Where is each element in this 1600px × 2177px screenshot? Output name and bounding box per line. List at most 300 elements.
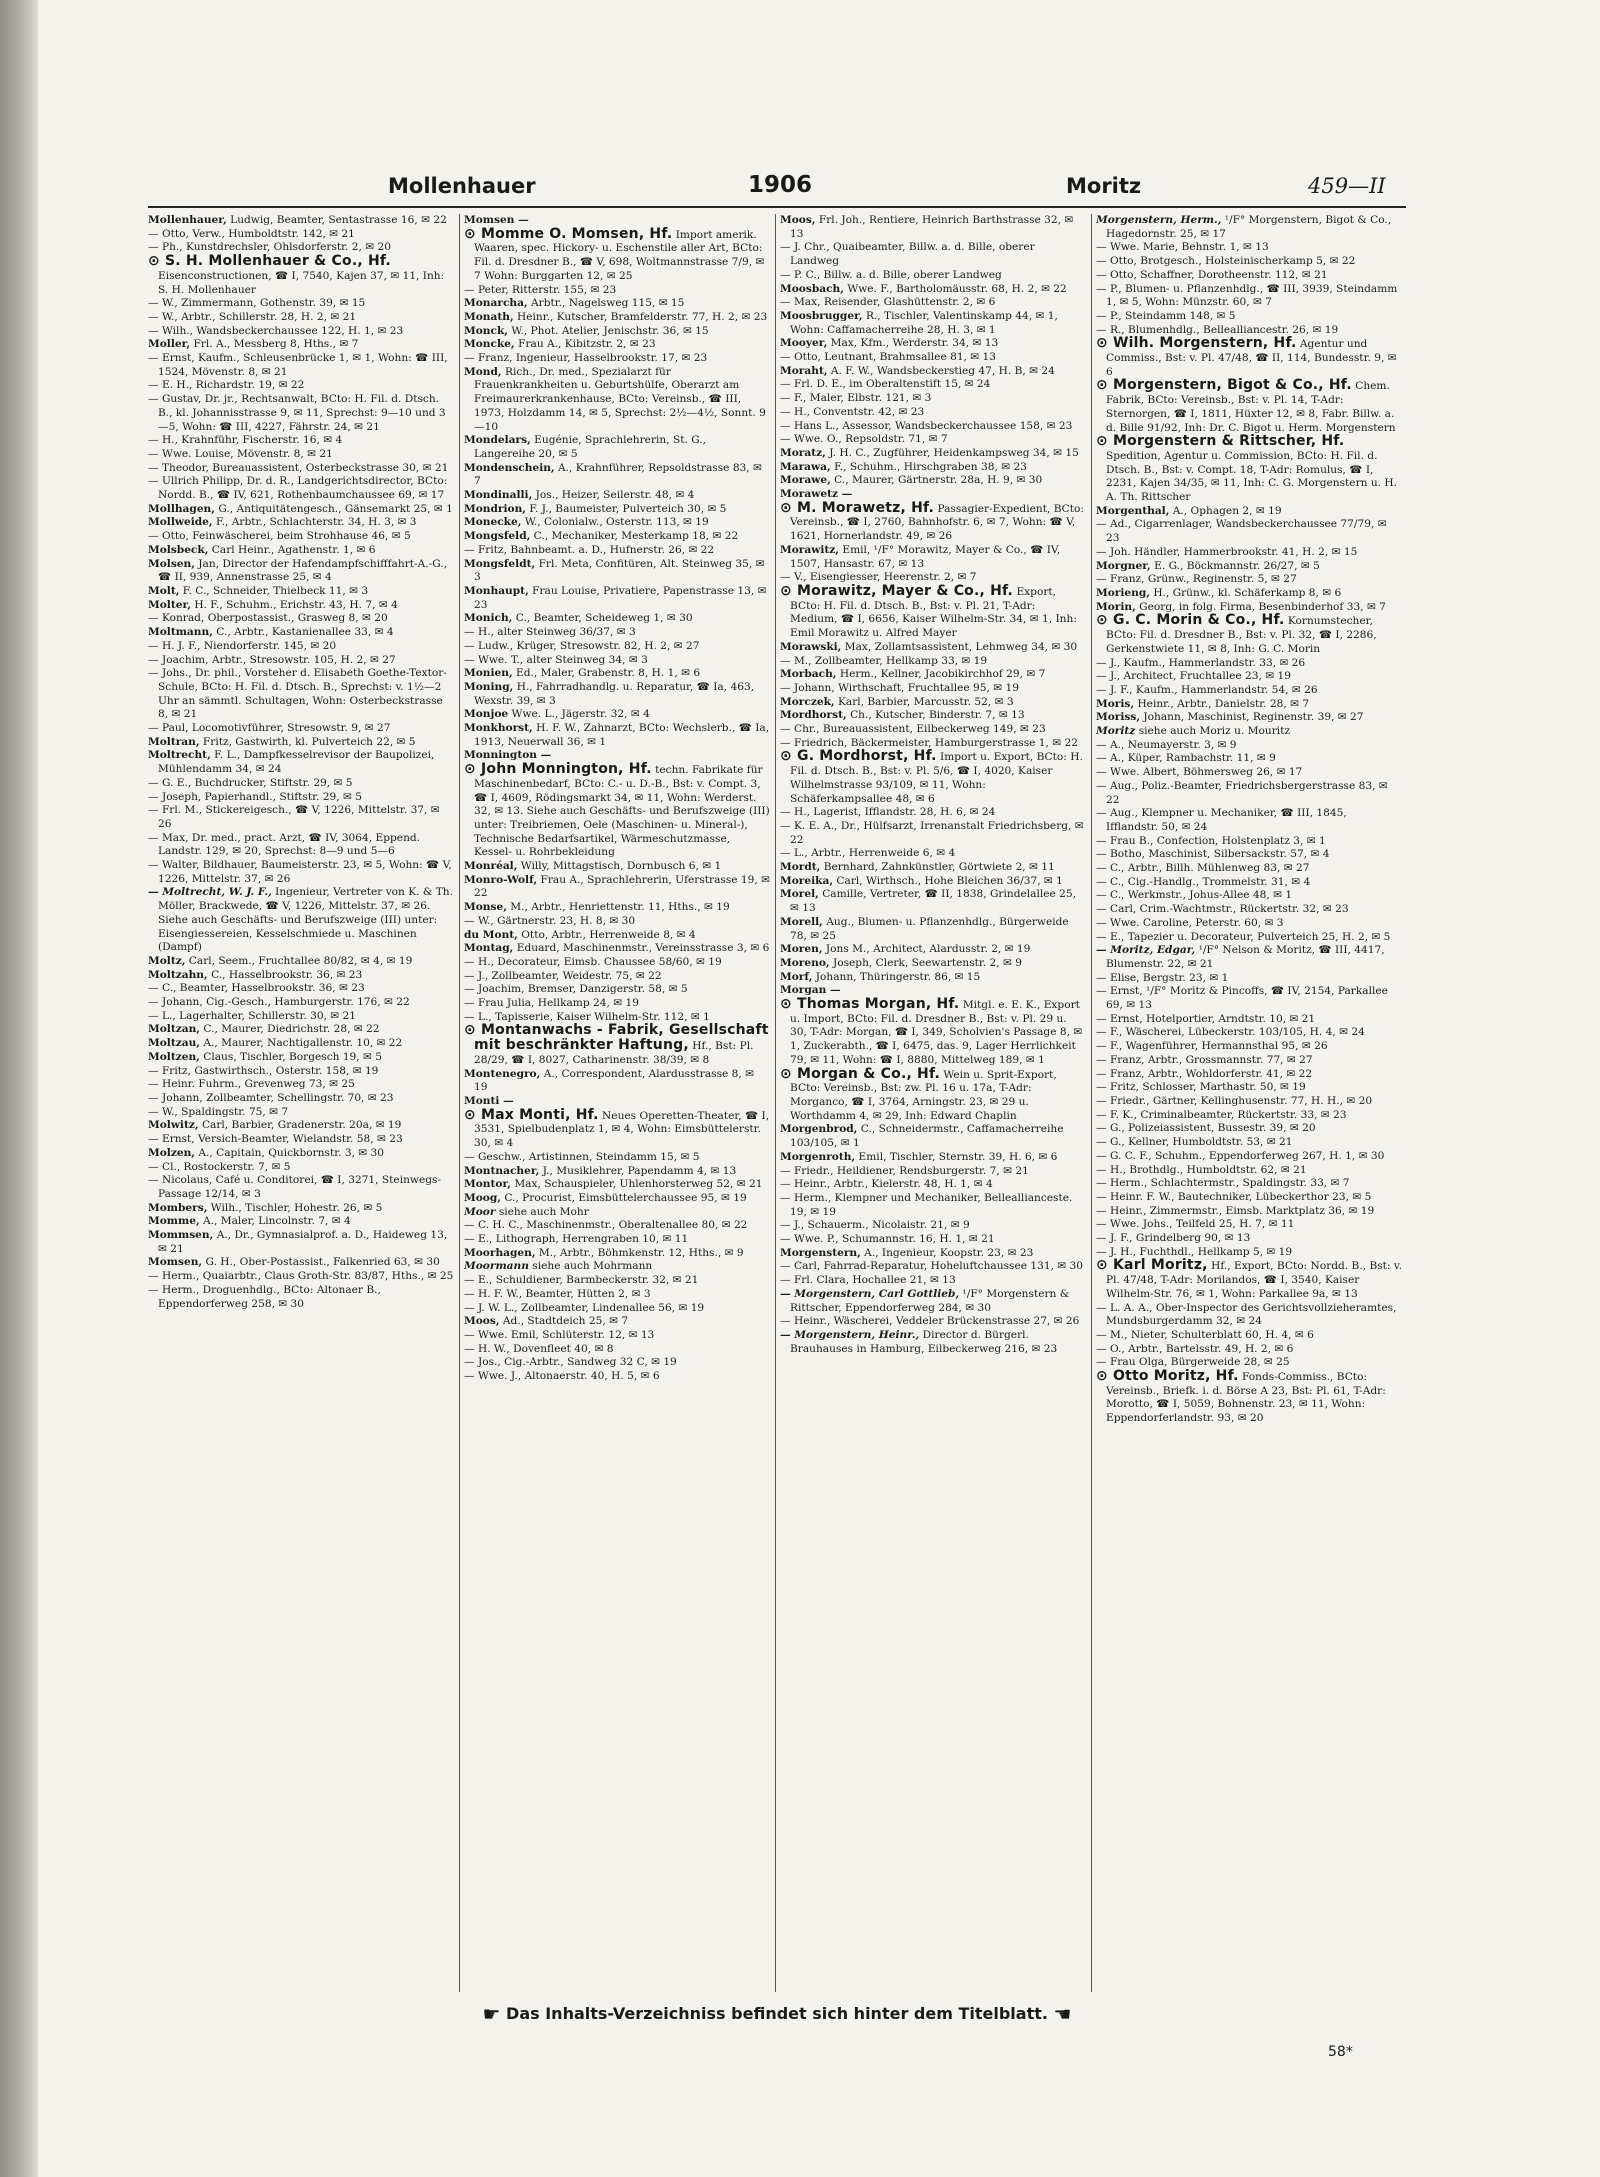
entry-name: Morin, bbox=[1096, 600, 1136, 613]
entry-text: C., Hasselbrookstr. 36, ✉ 23 bbox=[211, 968, 363, 981]
directory-entry bbox=[148, 1037, 454, 1051]
directory-entry bbox=[1096, 1218, 1402, 1232]
entry-name: Moraht, bbox=[780, 364, 828, 377]
entry-text: — Konrad, Oberpostassist., Grasweg 8, ✉ 20 bbox=[148, 612, 388, 625]
entry-text: — G. C. F., Schuhm., Eppendorferweg 267, H. 1, ✉ 30 bbox=[1096, 1149, 1385, 1162]
directory-entry bbox=[780, 241, 1086, 268]
directory-entry bbox=[148, 1215, 454, 1229]
directory-entry bbox=[464, 942, 770, 956]
entry-text: Jan, Director der Hafendampfschifffahrt-A.-G., ☎ II, 939, Annenstrasse 25, ✉ 4 bbox=[158, 557, 448, 584]
directory-entry bbox=[148, 832, 454, 859]
entry-name: Moos, bbox=[464, 1315, 500, 1328]
entry-text: A., Capitain, Quickbornstr. 3, ✉ 30 bbox=[198, 1146, 385, 1159]
directory-entry bbox=[464, 722, 770, 749]
directory-entry bbox=[1096, 214, 1402, 241]
directory-entry bbox=[780, 696, 1086, 710]
entry-name: Momsen, bbox=[148, 1256, 203, 1269]
entry-name: Moltzau, bbox=[148, 1037, 200, 1050]
directory-entry bbox=[148, 325, 454, 339]
directory-entry bbox=[1096, 1232, 1402, 1246]
entry-text: — L. A. A., Ober-Inspector des Gerichtsvollzieheramtes, Mundsburgerdamm 32, ✉ 24 bbox=[1096, 1301, 1397, 1328]
directory-entry bbox=[148, 1270, 454, 1284]
entry-name: Monréal, bbox=[464, 860, 518, 873]
entry-name: Montenegro, bbox=[464, 1067, 541, 1080]
entry-text: Mitgl. e. E. K., Export u. Import, BCto: Fil. d. Dresdner B., Bst: v. Pl. 29 u. 30, T-Adr: Morgan, ☎ I, 349, Scholvien's Passage 8, ✉ 1, Zuckerabth., ☎ I, 6475, das. 9, Lager Herrlichkeit 79, ✉ 11, Wohn: ☎ I, 8880, Mittelweg 189, ✉ 1 bbox=[790, 999, 1083, 1066]
entry-text: — J. F., Kaufm., Hammerlandstr. 54, ✉ 26 bbox=[1096, 683, 1318, 696]
entry-name: Morgenbrod, bbox=[780, 1123, 858, 1136]
entry-name: Monti — bbox=[464, 1095, 514, 1107]
footer-notice-line bbox=[148, 2002, 1406, 2032]
entry-text: — Frl. Clara, Hochallee 21, ✉ 13 bbox=[780, 1274, 956, 1287]
firm-name: ⊙ John Monnington, Hf. bbox=[464, 761, 652, 778]
entry-text: W., Phot. Atelier, Jenischstr. 36, ✉ 15 bbox=[511, 324, 709, 337]
directory-entry bbox=[148, 585, 454, 599]
directory-entry bbox=[464, 929, 770, 943]
directory-entry bbox=[464, 708, 770, 722]
entry-text: Johann, Maschinist, Reginenstr. 39, ✉ 27 bbox=[1143, 711, 1364, 724]
directory-entry bbox=[148, 1229, 454, 1256]
directory-entry bbox=[148, 1023, 454, 1037]
entry-text: — L., Tapisserie, Kaiser Wilhelm-Str. 112, ✉ 1 bbox=[464, 1010, 710, 1023]
directory-entry bbox=[148, 982, 454, 996]
entry-text: — Friedr., Heildiener, Rendsburgerstr. 7, ✉ 21 bbox=[780, 1164, 1029, 1177]
directory-entry bbox=[780, 1274, 1086, 1288]
entry-text: — V., Eisengiesser, Heerenstr. 2, ✉ 7 bbox=[780, 571, 977, 584]
column-2 bbox=[464, 214, 770, 1992]
footer-page-number: 58* bbox=[1328, 2044, 1353, 2060]
entry-text: — Otto, Schaffner, Dorotheenstr. 112, ✉ 21 bbox=[1096, 268, 1328, 281]
entry-text: — Wwe. Caroline, Peterstr. 60, ✉ 3 bbox=[1096, 916, 1284, 929]
entry-text: Ingenieur, Vertreter von K. & Th. Möller, Brackwede, ☎ V, 1226, Mittelstr. 37, ✉ 26. Siehe auch Geschäfts- und Berufszweige (III) unter: Eisengiessereien, Kesselschmiede u. Maschinen (Dampf) bbox=[158, 886, 453, 954]
header-page-number: 459—II bbox=[1308, 174, 1386, 198]
directory-entry bbox=[780, 283, 1086, 297]
firm-name: ⊙ G. C. Morin & Co., Hf. bbox=[1096, 612, 1285, 629]
directory-entry bbox=[464, 1165, 770, 1179]
entry-text: — Franz, Grünw., Reginenstr. 5, ✉ 27 bbox=[1096, 573, 1297, 586]
directory-entry bbox=[780, 433, 1086, 447]
directory-entry bbox=[1096, 1191, 1402, 1205]
directory-entry bbox=[1096, 1164, 1402, 1178]
entry-text: Heinr., Kutscher, Bramfelderstr. 77, H. 2, ✉ 23 bbox=[517, 310, 768, 323]
entry-name: Monarcha, bbox=[464, 297, 528, 310]
entry-text: A., Ophagen 2, ✉ 19 bbox=[1172, 504, 1282, 517]
entry-text: Wwe. L., Jägerstr. 32, ✉ 4 bbox=[511, 708, 650, 721]
entry-name: Mondenschein, bbox=[464, 461, 555, 474]
directory-entry bbox=[1096, 1329, 1402, 1343]
directory-entry bbox=[148, 393, 454, 434]
entry-name: Morgan — bbox=[780, 984, 841, 997]
entry-text: — O., Arbtr., Bartelsstr. 49, H. 2, ✉ 6 bbox=[1096, 1342, 1294, 1355]
entry-name: Moning, bbox=[464, 680, 514, 693]
entry-text: Carl, Wirthsch., Hohe Bleichen 36/37, ✉ 1 bbox=[836, 874, 1063, 887]
entry-name: Monath, bbox=[464, 310, 514, 323]
directory-entry bbox=[148, 599, 454, 613]
directory-entry bbox=[464, 284, 770, 298]
entry-text: Rich., Dr. med., Spezialarzt für Frauenkrankheiten u. Geburtshülfe, Oberarzt am Freimaurerkrankenhause, BCto: Vereinsb., ☎ III, 1973, Holzdamm 14, ✉ 5, Sprechst: 2½—4½, Sonnt. 9—10 bbox=[474, 365, 766, 433]
firm-name: ⊙ Max Monti, Hf. bbox=[464, 1106, 599, 1123]
entry-text: — Ph., Kunstdrechsler, Ohlsdorferstr. 2, ✉ 20 bbox=[148, 241, 391, 254]
entry-text: Frau A., Sprachlehrerin, Uferstrasse 19, ✉ 22 bbox=[474, 873, 770, 900]
entry-text: — Wwe. Louise, Mövenstr. 8, ✉ 21 bbox=[148, 447, 333, 460]
entry-text: — Otto, Verw., Humboldtstr. 142, ✉ 21 bbox=[148, 227, 355, 240]
entry-name: Mommsen, bbox=[148, 1229, 214, 1242]
entry-name: Mondinalli, bbox=[464, 489, 533, 502]
directory-entry bbox=[148, 1133, 454, 1147]
directory-entry bbox=[1096, 848, 1402, 862]
entry-text: — Frau Olga, Bürgerweide 28, ✉ 25 bbox=[1096, 1356, 1290, 1369]
directory-entry bbox=[464, 1206, 770, 1220]
entry-text: — Aug., Poliz.-Beamter, Friedrichsbergerstrasse 83, ✉ 22 bbox=[1096, 779, 1388, 806]
firm-name: ⊙ Otto Moritz, Hf. bbox=[1096, 1368, 1239, 1385]
entry-name: Mondrion, bbox=[464, 502, 526, 515]
directory-entry bbox=[148, 379, 454, 393]
entry-text: Ad., Stadtdeich 25, ✉ 7 bbox=[502, 1315, 629, 1328]
directory-entry bbox=[148, 352, 454, 379]
directory-entry bbox=[464, 612, 770, 626]
column-3 bbox=[780, 214, 1086, 1992]
directory-entry bbox=[464, 1356, 770, 1370]
directory-entry bbox=[148, 996, 454, 1010]
directory-entry bbox=[148, 1119, 454, 1133]
directory-entry bbox=[464, 970, 770, 984]
entry-text: Otto, Arbtr., Herrenweide 8, ✉ 4 bbox=[521, 928, 696, 941]
directory-entry bbox=[780, 1260, 1086, 1274]
directory-entry bbox=[148, 1065, 454, 1079]
entry-text: Camille, Vertreter, ☎ II, 1838, Grindelallee 25, ✉ 13 bbox=[790, 888, 1076, 915]
entry-name: Moltzahn, bbox=[148, 968, 208, 981]
entry-name: Morawetz — bbox=[780, 488, 853, 501]
directory-entry bbox=[780, 1247, 1086, 1261]
entry-text: Kornumstecher, BCto: Fil. d. Dresdner B., Bst: v. Pl. 32, ☎ I, 2286, Gerkenstwiete 11, ✉ 8, Inh: G. C. Morin bbox=[1106, 615, 1377, 655]
entry-name: Morgner, bbox=[1096, 559, 1151, 572]
directory-entry bbox=[148, 338, 454, 352]
entry-text: — Joachim, Arbtr., Stresowstr. 105, H. 2, ✉ 27 bbox=[148, 653, 396, 666]
firm-name: ⊙ Morgenstern & Rittscher, Hf. bbox=[1096, 433, 1345, 450]
directory-entry bbox=[780, 447, 1086, 461]
entry-text: — J., Zollbeamter, Weidestr. 75, ✉ 22 bbox=[464, 969, 662, 982]
entry-text: Passagier-Expedient, BCto: Vereinsb., ☎ I, 2760, Bahnhofstr. 6, ✉ 7, Wohn: ☎ V, 1621, Hornerlandstr. 49, ✉ 26 bbox=[790, 502, 1084, 543]
directory-entry bbox=[1096, 435, 1402, 505]
entry-text: Ludwig, Beamter, Sentastrasse 16, ✉ 22 bbox=[230, 214, 447, 226]
directory-entry bbox=[1096, 573, 1402, 587]
entry-text: H., Fahrradhandlg. u. Reparatur, ☎ Ia, 463, Wexstr. 39, ✉ 3 bbox=[474, 680, 755, 707]
directory-entry bbox=[464, 311, 770, 325]
entry-name: Morf, bbox=[780, 970, 813, 983]
entry-text: — Heinr., Wäscherei, Veddeler Brückenstrasse 27, ✉ 26 bbox=[780, 1315, 1080, 1328]
entry-text: G. H., Ober-Postassist., Falkenried 63, ✉ 30 bbox=[205, 1256, 440, 1269]
entry-text: — Johann, Cig.-Gesch., Hamburgerstr. 176, ✉ 22 bbox=[148, 996, 410, 1009]
entry-name: Morgenstern, bbox=[780, 1246, 861, 1259]
entry-text: Frl. Joh., Rentiere, Heinrich Barthstrasse 32, ✉ 13 bbox=[790, 214, 1074, 240]
entry-text: — Johann, Wirthschaft, Fruchtallee 95, ✉ 19 bbox=[780, 681, 1019, 694]
entry-text: A., Krahnführer, Repsoldstrasse 83, ✉ 7 bbox=[474, 461, 762, 488]
entry-text: — H., Lagerist, Ifflandstr. 28, H. 6, ✉ 24 bbox=[780, 806, 996, 819]
entry-text: G., Antiquitätengesch., Gänsemarkt 25, ✉ 1 bbox=[218, 502, 453, 515]
directory-entry bbox=[780, 1065, 1086, 1124]
entry-text: F. L., Dampfkesselrevisor der Baupolizei, Mühlendamm 34, ✉ 24 bbox=[158, 749, 435, 776]
directory-entry bbox=[1096, 1013, 1402, 1027]
entry-text: C., Arbtr., Kastanienallee 33, ✉ 4 bbox=[216, 626, 394, 639]
scan-edge-shadow bbox=[0, 0, 38, 2177]
entry-text: Karl, Barbier, Marcusstr. 52, ✉ 3 bbox=[837, 695, 1014, 708]
entry-text: E. G., Böckmannstr. 26/27, ✉ 5 bbox=[1154, 559, 1320, 572]
directory-entry bbox=[148, 859, 454, 886]
directory-entry bbox=[780, 406, 1086, 420]
entry-text: — A., Küper, Rambachstr. 11, ✉ 9 bbox=[1096, 752, 1276, 765]
directory-entry bbox=[148, 1010, 454, 1024]
entry-text: — C. H. C., Maschinenmstr., Oberaltenallee 80, ✉ 22 bbox=[464, 1219, 748, 1232]
entry-text: A., Maurer, Nachtigallenstr. 10, ✉ 22 bbox=[203, 1037, 403, 1050]
directory-entry bbox=[464, 1315, 770, 1329]
directory-entry bbox=[148, 777, 454, 791]
entry-text: — Elise, Bergstr. 23, ✉ 1 bbox=[1096, 971, 1229, 984]
entry-text: — W., Spaldingstr. 75, ✉ 7 bbox=[148, 1105, 289, 1118]
entry-name: Morawitz, bbox=[780, 543, 839, 556]
entry-text: — M., Zollbeamter, Hellkamp 33, ✉ 19 bbox=[780, 654, 988, 667]
entry-name: Moosbach, bbox=[780, 282, 844, 295]
directory-entry bbox=[464, 1068, 770, 1095]
entry-text: — H. J. F., Niendorferstr. 145, ✉ 20 bbox=[148, 639, 337, 652]
entry-text: J. H. C., Zugführer, Heidenkampsweg 34, ✉ 15 bbox=[829, 446, 1079, 459]
directory-entry bbox=[464, 338, 770, 352]
directory-entry bbox=[1096, 560, 1402, 574]
entry-name: Mooyer, bbox=[780, 337, 828, 350]
entry-text: — R., Blumenhdlg., Bellealliancestr. 26, ✉ 19 bbox=[1096, 323, 1339, 336]
directory-entry bbox=[1096, 903, 1402, 917]
entry-text: — Chr., Bureauassistent, Eilbeckerweg 149, ✉ 23 bbox=[780, 723, 1046, 736]
directory-entry bbox=[780, 709, 1086, 723]
entry-text: — G., Kellner, Humboldtstr. 53, ✉ 21 bbox=[1096, 1136, 1293, 1149]
firm-name: ⊙ Karl Moritz, bbox=[1096, 1257, 1208, 1274]
directory-entry bbox=[464, 462, 770, 489]
entry-text: — Paul, Locomotivführer, Stresowstr. 9, ✉ 27 bbox=[148, 722, 391, 735]
directory-entry bbox=[1096, 241, 1402, 255]
directory-entry bbox=[780, 1151, 1086, 1165]
entry-name: Morieng, bbox=[1096, 586, 1150, 599]
entry-text: — Wwe. T., alter Steinweg 34, ✉ 3 bbox=[464, 653, 648, 666]
entry-text: M., Arbtr., Böhmkenstr. 12, Hths., ✉ 9 bbox=[538, 1246, 744, 1259]
entry-text: — Fritz, Schlosser, Marthastr. 50, ✉ 19 bbox=[1096, 1081, 1306, 1094]
entry-text: H., Grünw., kl. Schäferkamp 8, ✉ 6 bbox=[1153, 586, 1342, 599]
directory-entry bbox=[464, 915, 770, 929]
directory-entry bbox=[1096, 807, 1402, 834]
directory-entry bbox=[780, 365, 1086, 379]
entry-text: — Heinr. Fuhrm., Grevenweg 73, ✉ 25 bbox=[148, 1078, 355, 1091]
entry-name: Moltzen, bbox=[148, 1050, 200, 1063]
directory-entry bbox=[780, 269, 1086, 283]
directory-entry bbox=[1096, 1026, 1402, 1040]
entry-name: Mond, bbox=[464, 365, 502, 378]
directory-entry bbox=[148, 516, 454, 530]
directory-entry bbox=[148, 530, 454, 544]
entry-text: Eisenconstructionen, ☎ I, 7540, Kajen 37, ✉ 11, Inh: S. H. Mollenhauer bbox=[158, 269, 445, 296]
entry-text: H. F. W., Zahnarzt, BCto: Wechslerb., ☎ Ia, 1913, Neuerwall 36, ✉ 1 bbox=[474, 722, 770, 748]
directory-entry bbox=[780, 1329, 1086, 1356]
entry-text: — J. W. L., Zollbeamter, Lindenallee 56, ✉ 19 bbox=[464, 1301, 705, 1314]
entry-name: Morbach, bbox=[780, 668, 837, 681]
column-4 bbox=[1096, 214, 1402, 1992]
directory-entry bbox=[780, 1219, 1086, 1233]
directory-entry bbox=[464, 1151, 770, 1165]
directory-entry bbox=[148, 736, 454, 750]
entry-text: — Fritz, Gastwirthsch., Osterstr. 158, ✉ 19 bbox=[148, 1064, 379, 1077]
directory-entry bbox=[780, 641, 1086, 655]
entry-name: Morawe, bbox=[780, 474, 831, 487]
directory-entry bbox=[464, 1370, 770, 1384]
entry-name: Morgenthal, bbox=[1096, 504, 1170, 517]
directory-entry bbox=[1096, 505, 1402, 519]
entry-text: — Otto, Feinwäscherei, beim Strohhause 46, ✉ 5 bbox=[148, 530, 411, 543]
directory-entry bbox=[464, 585, 770, 612]
entry-text: — K. E. A., Dr., Hülfsarzt, Irrenanstalt Friedrichsberg, ✉ 22 bbox=[780, 819, 1084, 846]
directory-entry bbox=[148, 434, 454, 448]
entry-text: F., Schuhm., Hirschgraben 38, ✉ 23 bbox=[834, 460, 1027, 473]
directory-entry bbox=[148, 886, 454, 955]
entry-text: Joseph, Clerk, Seewartenstr. 2, ✉ 9 bbox=[832, 956, 1022, 969]
entry-text: — Herm., Droguenhdlg., BCto: Altonaer B., Eppendorferweg 258, ✉ 30 bbox=[148, 1283, 381, 1310]
entry-text: — Frl. D. E., im Oberaltenstift 15, ✉ 24 bbox=[780, 378, 991, 391]
directory-entry bbox=[780, 214, 1086, 241]
entry-text: — J. Chr., Quaibeamter, Billw. a. d. Bille, oberer Landweg bbox=[780, 241, 1035, 268]
entry-text: Emil, Tischler, Sternstr. 39, H. 6, ✉ 6 bbox=[858, 1150, 1058, 1163]
entry-text: W., Colonialw., Osterstr. 113, ✉ 19 bbox=[524, 516, 709, 529]
directory-entry bbox=[780, 750, 1086, 806]
entry-text: Emil, ¹/F° Morawitz, Mayer & Co., ☎ IV, 1507, Hansastr. 67, ✉ 13 bbox=[790, 543, 1061, 570]
entry-name: Monnington — bbox=[464, 749, 552, 762]
entry-name: Moorhagen, bbox=[464, 1246, 536, 1259]
directory-entry bbox=[464, 544, 770, 558]
directory-entry bbox=[1096, 269, 1402, 283]
firm-name: ⊙ Morgan & Co., Hf. bbox=[780, 1065, 941, 1082]
directory-entry bbox=[1096, 972, 1402, 986]
pointing-hand-icon: ☚ bbox=[1053, 2002, 1072, 2026]
entry-text: — Franz, Arbtr., Grossmannstr. 77, ✉ 27 bbox=[1096, 1053, 1313, 1066]
entry-name: Mordhorst, bbox=[780, 709, 847, 722]
entry-text: — C., Cig.-Handlg., Trommelstr. 31, ✉ 4 bbox=[1096, 875, 1311, 888]
directory-entry bbox=[148, 1284, 454, 1311]
directory-entry bbox=[780, 723, 1086, 737]
directory-entry bbox=[148, 791, 454, 805]
entry-text: Ch., Kutscher, Binderstr. 7, ✉ 13 bbox=[850, 709, 1025, 722]
entry-text: F. C., Schneider, Thielbeck 11, ✉ 3 bbox=[182, 584, 369, 597]
directory-entry bbox=[148, 255, 454, 297]
directory-entry bbox=[1096, 587, 1402, 601]
directory-entry bbox=[1096, 1054, 1402, 1068]
entry-text: — Walter, Bildhauer, Baumeisterstr. 23, ✉ 5, Wohn: ☎ V, 1226, Mittelstr. 37, ✉ 26 bbox=[148, 859, 452, 885]
entry-name: Moor bbox=[464, 1205, 496, 1218]
directory-entry bbox=[1096, 1302, 1402, 1329]
entry-name: Moosbrugger, bbox=[780, 309, 863, 322]
entry-name: Moltmann, bbox=[148, 626, 213, 639]
directory-entry bbox=[464, 874, 770, 901]
directory-entry bbox=[148, 1174, 454, 1201]
directory-entry bbox=[1096, 1095, 1402, 1109]
directory-entry bbox=[1096, 1343, 1402, 1357]
entry-text: Import u. Export, BCto: H. Fil. d. Dtsch. B., Bst: v. Pl. 5/6, ☎ I, 4020, Kaiser Wilhelmstrasse 93/109, ✉ 11, Wohn: Schäferkampsallee 48, ✉ 6 bbox=[790, 751, 1083, 805]
directory-entry bbox=[780, 1165, 1086, 1179]
directory-entry bbox=[464, 1178, 770, 1192]
entry-text: F. J., Baumeister, Pulverteich 30, ✉ 5 bbox=[529, 502, 727, 515]
entry-name: Monjoe bbox=[464, 708, 509, 721]
directory-entry bbox=[780, 582, 1086, 641]
entry-text: — Herm., Quaiarbtr., Claus Groth-Str. 83/87, Hths., ✉ 25 bbox=[148, 1270, 454, 1283]
entry-text: — Hans L., Assessor, Wandsbeckerchaussee 158, ✉ 23 bbox=[780, 419, 1073, 432]
directory-entry bbox=[1096, 835, 1402, 849]
entry-text: Wilh., Tischler, Hohestr. 26, ✉ 5 bbox=[210, 1201, 383, 1214]
directory-entry bbox=[1096, 1040, 1402, 1054]
entry-text: Spedition, Agentur u. Commission, BCto: H. Fil. d. Dtsch. B., Bst: v. Compt. 18, T-Adr: Romulus, ☎ I, 2231, Kajen 34/35, ✉ 11, Inh: C. G. Morgenstern u. H. A. Th. Rittscher bbox=[1106, 449, 1397, 504]
entry-text: R., Tischler, Valentinskamp 44, ✉ 1, Wohn: Caffamacherreihe 28, H. 3, ✉ 1 bbox=[790, 309, 1058, 336]
entry-name: Moritz bbox=[1096, 725, 1136, 738]
entry-name: Morawski, bbox=[780, 640, 842, 653]
entry-text: — L., Arbtr., Herrenweide 6, ✉ 4 bbox=[780, 847, 956, 860]
entry-text: — Peter, Ritterstr. 155, ✉ 23 bbox=[464, 283, 617, 296]
entry-text: — Wwe. O., Repsoldstr. 71, ✉ 7 bbox=[780, 433, 948, 446]
entry-name: — Moritz, Edgar, bbox=[1096, 944, 1196, 957]
entry-text: Import amerik. Waaren, spec. Hickory- u. Eschenstile aller Art, BCto: Fil. d. Dresdner B., ☎ V, 698, Woltmannstrasse 7/9, ✉ 7 Wohn: Burggarten 12, ✉ 25 bbox=[474, 228, 765, 282]
entry-name: Mombers, bbox=[148, 1201, 208, 1214]
directory-entry bbox=[780, 943, 1086, 957]
entry-name: Montag, bbox=[464, 942, 514, 955]
entry-name: Moltz, bbox=[148, 954, 186, 967]
entry-text: Johann, Thüringerstr. 86, ✉ 15 bbox=[815, 970, 981, 983]
entry-text: M., Arbtr., Henriettenstr. 11, Hths., ✉ 19 bbox=[510, 901, 730, 914]
directory-entry bbox=[1096, 1259, 1402, 1301]
entry-text: — Botho, Maschinist, Silbersackstr. 57, ✉ 4 bbox=[1096, 848, 1330, 861]
entry-name: — Morgenstern, Carl Gottlieb, bbox=[780, 1287, 960, 1300]
directory-entry bbox=[780, 998, 1086, 1068]
directory-entry bbox=[1096, 684, 1402, 698]
entry-name: Morell, bbox=[780, 915, 823, 928]
directory-entry bbox=[780, 1315, 1086, 1329]
entry-text: C., Maurer, Gärtnerstr. 28a, H. 9, ✉ 30 bbox=[834, 474, 1043, 487]
entry-text: Chem. Fabrik, BCto: Vereinsb., Bst: v. Pl. 14, T-Adr: Sternorgen, ☎ I, 1811, Hüxter 12, ✉ 8, Fabr. Billw. a. d. Bille 91/92, Inh: Dr. C. Bigot u. Herm. Morgenstern bbox=[1106, 380, 1396, 434]
directory-entry bbox=[780, 1123, 1086, 1150]
entry-text: — Johann, Zollbeamter, Schellingstr. 70, ✉ 23 bbox=[148, 1092, 394, 1104]
directory-entry bbox=[780, 916, 1086, 943]
directory-entry bbox=[1096, 255, 1402, 269]
directory-entry bbox=[148, 311, 454, 325]
directory-entry bbox=[464, 1288, 770, 1302]
entry-text: — E., Tapezier u. Decorateur, Pulverteich 25, H. 2, ✉ 5 bbox=[1096, 930, 1391, 943]
directory-entry bbox=[148, 544, 454, 558]
entry-text: — W., Zimmermann, Gothenstr. 39, ✉ 15 bbox=[148, 297, 366, 310]
directory-entry bbox=[780, 296, 1086, 310]
directory-entry bbox=[148, 612, 454, 626]
entry-text: Heinr., Arbtr., Danielstr. 28, ✉ 7 bbox=[1137, 697, 1310, 710]
entry-text: Wwe. F., Bartholomäusstr. 68, H. 2, ✉ 22 bbox=[847, 282, 1067, 295]
directory-entry bbox=[464, 1247, 770, 1261]
header-first-entry: Mollenhauer bbox=[388, 174, 536, 198]
entry-text: C., Procurist, Eimsbüttelerchaussee 95, ✉ 19 bbox=[504, 1191, 747, 1204]
entry-text: ¹/F° Nelson & Moritz, ☎ III, 4417, Blumenstr. 22, ✉ 21 bbox=[1106, 944, 1385, 970]
entry-name: Mongsfeldt, bbox=[464, 557, 536, 570]
entry-text: Fonds-Commiss., BCto: Vereinsb., Briefk. i. d. Börse A 23, Bst: Pl. 61, T-Adr: Morotto, ☎ I, 5059, Bohnenstr. 23, ✉ 11, Wohn: Eppendorferlandstr. 93, ✉ 20 bbox=[1106, 1371, 1386, 1425]
entry-name: Molzen, bbox=[148, 1146, 195, 1159]
directory-entry bbox=[780, 461, 1086, 475]
entry-text: Hf., Export, BCto: Nordd. B., Bst: v. Pl. 47/48, T-Adr: Morilandos, ☎ I, 3540, Kaiser Wilhelm-Str. 76, ✉ 1, Wohn: Parkallee 9a, ✉ 13 bbox=[1106, 1260, 1402, 1300]
entry-text: — Herm., Schlachtermstr., Spaldingstr. 33, ✉ 7 bbox=[1096, 1177, 1350, 1190]
entry-text: — Joachim, Bremser, Danzigerstr. 58, ✉ 5 bbox=[464, 983, 688, 996]
entry-text: F., Arbtr., Schlachterstr. 34, H. 3, ✉ 3 bbox=[215, 516, 417, 529]
entry-text: — Heinr., Arbtr., Kielerstr. 48, H. 1, ✉ 4 bbox=[780, 1178, 993, 1191]
entry-text: Bernhard, Zahnkünstler, Görtwiete 2, ✉ 11 bbox=[823, 861, 1055, 874]
entry-text: Wein u. Sprit-Export, BCto: Vereinsb., Bst: zw. Pl. 16 u. 17a, T-Adr: Morganco, ☎ I, 3764, Arningstr. 23, ✉ 29 u. Worthdamm 4, ✉ 29, Inh: Edward Chaplin bbox=[790, 1068, 1057, 1122]
entry-name: Monecke, bbox=[464, 516, 522, 529]
directory-entry bbox=[780, 668, 1086, 682]
firm-name: ⊙ Montanwachs - Fabrik, Gesellschaft mit beschränkter Haftung, bbox=[464, 1022, 769, 1054]
directory-entry bbox=[464, 983, 770, 997]
